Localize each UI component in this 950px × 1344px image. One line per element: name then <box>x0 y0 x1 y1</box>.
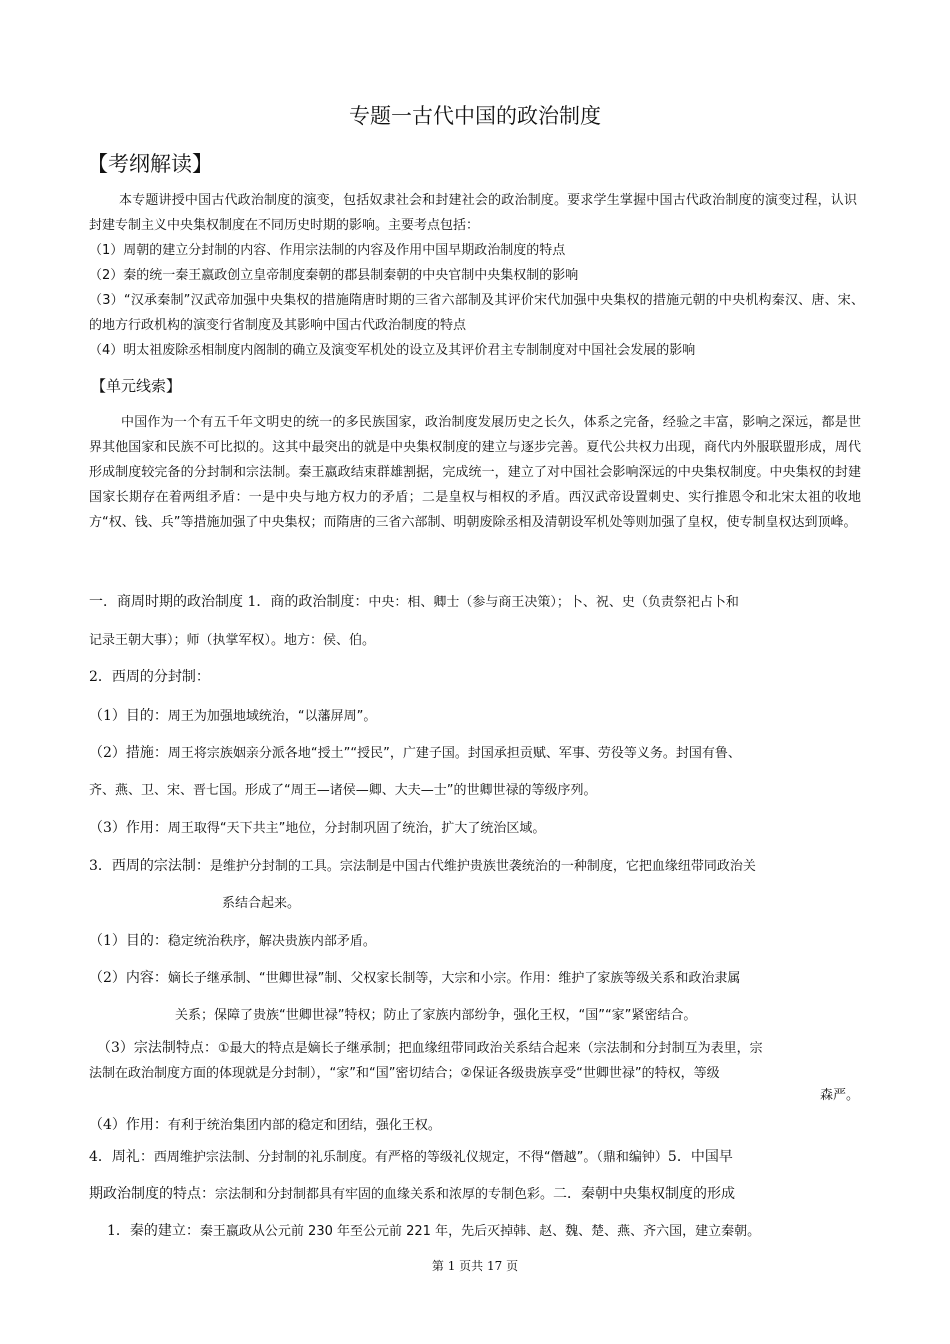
s3-effect <box>89 1114 441 1134</box>
sec2-label: 二．秦朝中央集权制度的形成 <box>553 1186 736 1202</box>
s2-effect-text: 周王取得“天下共主”地位，分封制巩固了统治，扩大了统治区域。 <box>167 821 546 836</box>
page-title: 专题一古代中国的政治制度 <box>349 104 601 128</box>
s1-line-2: 记录王朝大事）；师（执掌军权）。地方：侯、伯。 <box>89 633 376 648</box>
intro-paragraph: 本专题讲授中国古代政治制度的演变，包括奴隶社会和封建社会的政治制度。要求学生掌握中国古代政治制度的演变过程，认识封建专制主义中央集权制度在不同历史时期的影响。主要考点包括： <box>89 193 857 233</box>
s3-content-text-a: 嫡长子继承制、“世卿世禄”制、父权家长制等，大宗和小宗。作用：维护了家族等级关系和政治隶属 <box>167 971 741 986</box>
s2-effect-label: （3）作用： <box>89 820 168 836</box>
s3-feature-text-a: ①最大的特点是嫡长子继承制；把血缘纽带同政治关系结合起来（宗法制和分封制互为表里，宗 <box>217 1041 763 1056</box>
s3-content-label: （2）内容： <box>89 970 168 986</box>
s4-line <box>89 1146 733 1166</box>
s5-text: 宗法制和分封制都具有牢固的血缘关系和浓厚的专制色彩。 <box>215 1187 554 1202</box>
s3-text-a: 是维护分封制的工具。宗法制是中国古代维护贵族世袭统治的一种制度，它把血缘纽带同政治关 <box>209 859 756 874</box>
s1-text-a: 中央：相、卿士（参与商王决策）；卜、祝、史（负责祭祀占卜和 <box>368 595 739 610</box>
s3-aim <box>89 930 376 950</box>
s3-aim-text: 稳定统治秩序，解决贵族内部矛盾。 <box>167 934 376 949</box>
s2-aim-label: （1）目的： <box>89 708 168 724</box>
s4-text: 西周维护宗法制、分封制的礼乐制度。有严格的等级礼仪规定，不得“僭越”。（鼎和编钟） <box>153 1150 668 1165</box>
page-footer: 第 1 页共 17 页 <box>431 1259 519 1273</box>
s2-measure-label: （2）措施： <box>89 745 168 761</box>
s3-effect-text: 有利于统治集团内部的稳定和团结，强化王权。 <box>167 1118 441 1133</box>
s3-feature <box>97 1037 763 1057</box>
s2-label: 2．西周的分封制： <box>89 669 210 685</box>
s5-line <box>89 1183 735 1203</box>
qin-line <box>107 1220 760 1240</box>
s1-label: 一．商周时期的政治制度 1．商的政治制度： <box>89 594 369 610</box>
qin-label: 1．秦的建立： <box>107 1223 200 1239</box>
s3-feature-label: （3）宗法制特点： <box>97 1040 218 1056</box>
s2-measure-line-2: 齐、燕、卫、宋、晋七国。形成了“周王—诸侯—卿、大夫—士”的世卿世禄的等级序列。 <box>89 783 597 798</box>
s3-label: 3．西周的宗法制： <box>89 858 210 874</box>
s3-feature-line-3: 森严。 <box>820 1088 860 1103</box>
s4-label: 4．周礼： <box>89 1149 154 1165</box>
s3-aim-label: （1）目的： <box>89 933 168 949</box>
s1-line-1 <box>89 591 739 611</box>
s2-effect <box>89 817 545 837</box>
point-3: （3）“汉承秦制”汉武帝加强中央集权的措施隋唐时期的三省六部制及其评价宋代加强中央集权的措施元朝的中央机构秦汉、唐、宋、的地方行政机构的演变行省制度及其影响中国古代政治制度的特点 <box>89 293 864 333</box>
s3-line-1 <box>89 855 756 875</box>
qin-text: 秦王嬴政从公元前 230 年至公元前 221 年，先后灭掉韩、赵、魏、楚、燕、齐六国，建立秦朝。 <box>199 1224 761 1239</box>
s2-measure <box>89 742 741 762</box>
s2-aim <box>89 705 376 725</box>
s2-aim-text: 周王为加强地域统治，“以藩屏周”。 <box>167 709 377 724</box>
s2-measure-text-a: 周王将宗族姻亲分派各地“授土”“授民”，广建子国。封国承担贡赋、军事、劳役等义务。封国有鲁、 <box>167 746 741 761</box>
point-1: （1）周朝的建立分封制的内容、作用宗法制的内容及作用中国早期政治制度的特点 <box>89 243 566 258</box>
s3-feature-line-2: 法制在政治制度方面的体现就是分封制），“家”和“国”密切结合；②保证各级贵族享受“世卿世禄”的特权，等级 <box>89 1066 720 1081</box>
s3-effect-label: （4）作用： <box>89 1117 168 1133</box>
unit-clue-paragraph: 中国作为一个有五千年文明史的统一的多民族国家，政治制度发展历史之长久，体系之完备，经验之丰富，影响之深远，都是世界其他国家和民族不可比拟的。这其中最突出的就是中央集权制度的建立与逐步完善。夏代公共权力出现，商代内外服联盟形成，周代形成制度较完备的分封制和宗法制。秦王嬴政结束群雄割据，完成统一，建立了对中国社会影响深远的中央集权制度。中央集权的封建国家长期存在着两组矛盾：一是中央与地方权力的矛盾；二是皇权与相权的矛盾。西汉武帝设置刺史、实行推恩令和北宋太祖的收地方“权、钱、兵”等措施加强了中央集权；而隋唐的三省六部制、明朝废除丞相及清朝设军机处等则加强了皇权，使专制皇权达到顶峰。 <box>89 415 861 530</box>
s5-label-a: 5．中国早 <box>667 1149 733 1165</box>
s3-line-2: 系结合起来。 <box>222 896 301 911</box>
exam-outline-heading: 【考纲解读】 <box>87 152 213 176</box>
s3-content <box>89 967 740 987</box>
s3-content-line-2: 关系；保障了贵族“世卿世禄”特权；防止了家族内部纷争，强化王权，“国”“家”紧密结合。 <box>175 1008 697 1023</box>
s5-label-b: 期政治制度的特点： <box>89 1186 215 1202</box>
point-4: （4）明太祖废除丞相制度内阁制的确立及演变军机处的设立及其评价君主专制制度对中国社会发展的影响 <box>89 343 696 358</box>
point-2: （2）秦的统一秦王嬴政创立皇帝制度秦朝的郡县制秦朝的中央官制中央集权制的影响 <box>89 268 579 283</box>
unit-clue-heading: 【单元线索】 <box>91 377 182 395</box>
